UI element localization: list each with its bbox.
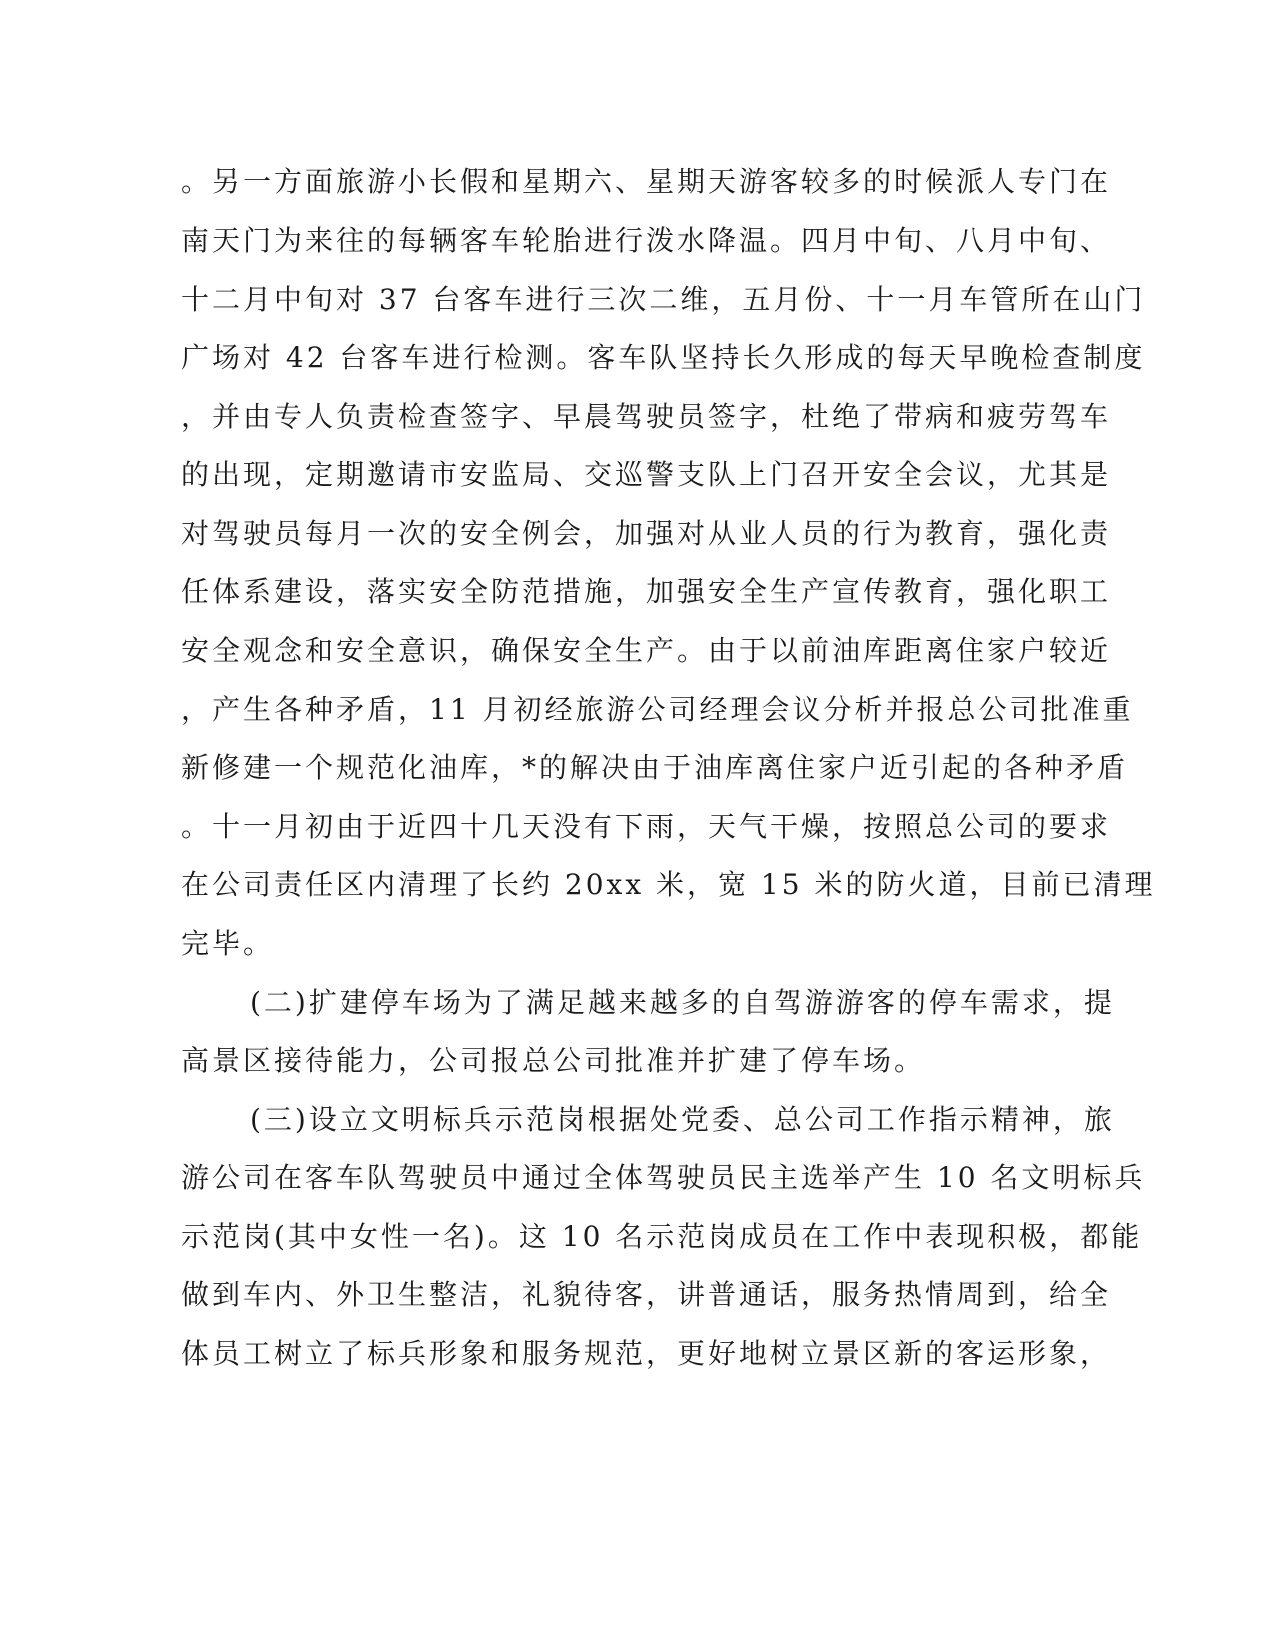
text-line: 做到车内、外卫生整洁，礼貌待客，讲普通话，服务热情周到，给全 — [181, 1278, 1112, 1311]
text-line: 示范岗(其中女性一名)。这 10 名示范岗成员在工作中表现积极，都能 — [181, 1220, 1143, 1253]
text-line: 任体系建设，落实安全防范措施，加强安全生产宣传教育，强化职工 — [181, 575, 1112, 608]
text-line: 新修建一个规范化油库，*的解决由于油库离住家户近引起的各种矛盾 — [181, 751, 1129, 784]
text-line: 广场对 42 台客车进行检测。客车队坚持长久形成的每天早晚检查制度 — [181, 341, 1146, 374]
text-line: 高景区接待能力，公司报总公司批准并扩建了停车场。 — [181, 1044, 926, 1077]
text-line: 。十一月初由于近四十几天没有下雨，天气干燥，按照总公司的要求 — [181, 810, 1112, 843]
text-line: 。另一方面旅游小长假和星期六、星期天游客较多的时候派人专门在 — [181, 165, 1112, 198]
text-line: 对驾驶员每月一次的安全例会，加强对从业人员的行为教育，强化责 — [181, 517, 1112, 550]
text-line: 体员工树立了标兵形象和服务规范，更好地树立景区新的客运形象， — [181, 1337, 1112, 1370]
text-line: 的出现，定期邀请市安监局、交巡警支队上门召开安全会议，尤其是 — [181, 458, 1112, 491]
text-line: 安全观念和安全意识，确保安全生产。由于以前油库距离住家户较近 — [181, 634, 1112, 667]
text-line: 游公司在客车队驾驶员中通过全体驾驶员民主选举产生 10 名文明标兵 — [181, 1161, 1146, 1194]
paragraph-heading: (二)扩建停车场为了满足越来越多的自驾游游客的停车需求，提 — [250, 986, 1115, 1019]
paragraph-heading: (三)设立文明标兵示范岗根据处党委、总公司工作指示精神，旅 — [250, 1103, 1115, 1136]
text-line: 南天门为来往的每辆客车轮胎进行泼水降温。四月中旬、八月中旬、 — [181, 224, 1112, 257]
text-line: 完毕。 — [181, 927, 275, 960]
text-line: ，并由专人负责检查签字、早晨驾驶员签字，杜绝了带病和疲劳驾车 — [181, 400, 1112, 433]
text-line: 十二月中旬对 37 台客车进行三次二维，五月份、十一月车管所在山门 — [181, 283, 1146, 316]
text-line: 在公司责任区内清理了长约 20xx 米，宽 15 米的防火道，目前已清理 — [181, 868, 1156, 901]
text-line: ，产生各种矛盾，11 月初经旅游公司经理会议分析并报总公司批准重 — [181, 693, 1134, 726]
